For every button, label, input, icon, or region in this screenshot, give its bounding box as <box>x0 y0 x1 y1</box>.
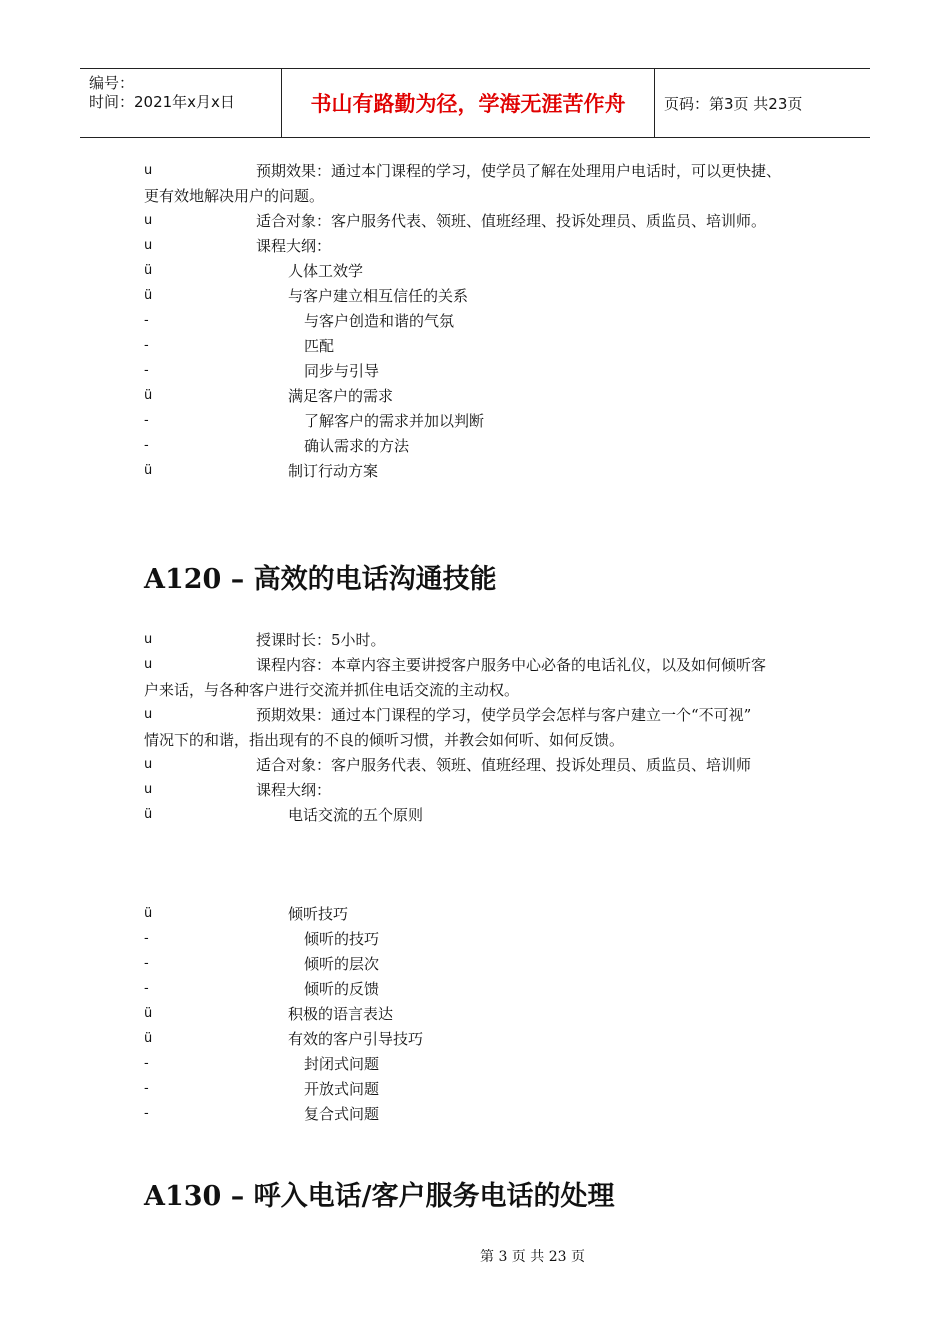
bullet: - <box>144 931 149 946</box>
bullet: u <box>144 632 153 647</box>
expected-effect-line: 预期效果：通过本门课程的学习，使学员了解在处理用户电话时，可以更快捷、 <box>256 162 782 180</box>
outline-subitem: 了解客户的需求并加以判断 <box>304 412 485 430</box>
outline-subitem: 同步与引导 <box>304 362 380 380</box>
bullet: ü <box>144 288 153 303</box>
bullet: u <box>144 707 153 722</box>
expected-effect-line: 预期效果：通过本门课程的学习，使学员学会怎样与客户建立一个“不可视” <box>256 706 752 724</box>
bullet: ü <box>144 263 153 278</box>
section-heading-a130: A130 – 呼入电话/客户服务电话的处理 <box>144 1181 615 1212</box>
bullet: - <box>144 413 149 428</box>
outline-subitem: 与客户创造和谐的气氛 <box>304 312 455 330</box>
bullet: - <box>144 363 149 378</box>
footer-page-number: 第 3 页 共 23 页 <box>480 1249 585 1265</box>
outline-subitem: 倾听的技巧 <box>304 930 380 948</box>
bullet: u <box>144 163 153 178</box>
outline-subitem: 倾听的反馈 <box>304 980 380 998</box>
outline-item: 电话交流的五个原则 <box>288 806 424 824</box>
outline-subitem: 封闭式问题 <box>304 1055 380 1073</box>
outline-item: 满足客户的需求 <box>288 387 394 405</box>
expected-effect-line-cont: 情况下的和谐，指出现有的不良的倾听习惯，并教会如何听、如何反馈。 <box>144 731 625 749</box>
bullet: - <box>144 338 149 353</box>
page-header <box>80 68 870 138</box>
bullet: ü <box>144 388 153 403</box>
outline-item: 与客户建立相互信任的关系 <box>288 287 469 305</box>
bullet: - <box>144 438 149 453</box>
outline-label: 课程大纲： <box>256 237 332 255</box>
duration-line: 授课时长：5小时。 <box>256 631 386 649</box>
bullet: - <box>144 956 149 971</box>
bullet: - <box>144 1081 149 1096</box>
page-footer <box>0 1246 950 1266</box>
bullet: ü <box>144 1006 153 1021</box>
code-label: 编号： <box>89 74 135 92</box>
audience-line: 适合对象：客户服务代表、领班、值班经理、投诉处理员、质监员、培训师。 <box>256 212 767 230</box>
page-label: 页码：第3页 共23页 <box>664 94 803 113</box>
bullet: u <box>144 657 153 672</box>
outline-subitem: 倾听的层次 <box>304 955 380 973</box>
audience-line: 适合对象：客户服务代表、领班、值班经理、投诉处理员、质监员、培训师 <box>256 756 752 774</box>
header-motto: 书山有路勤为径，学海无涯苦作舟 <box>281 69 655 137</box>
bullet: - <box>144 1056 149 1071</box>
content-line: 课程内容：本章内容主要讲授客户服务中心必备的电话礼仪，以及如何倾听客 <box>256 656 767 674</box>
bullet: - <box>144 1106 149 1121</box>
outline-item: 有效的客户引导技巧 <box>288 1030 424 1048</box>
bullet: - <box>144 981 149 996</box>
outline-subitem: 确认需求的方法 <box>304 437 410 455</box>
bullet: ü <box>144 807 153 822</box>
bullet: u <box>144 213 153 228</box>
outline-item: 人体工效学 <box>288 262 364 280</box>
outline-subitem: 开放式问题 <box>304 1080 380 1098</box>
time-label: 时间：2021年x月x日 <box>89 93 235 111</box>
bullet: ü <box>144 463 153 478</box>
bullet: - <box>144 313 149 328</box>
outline-label: 课程大纲： <box>256 781 332 799</box>
bullet: ü <box>144 1031 153 1046</box>
bullet: ü <box>144 906 153 921</box>
bullet: u <box>144 757 153 772</box>
outline-item: 倾听技巧 <box>288 905 349 923</box>
outline-item: 制订行动方案 <box>288 462 379 480</box>
outline-subitem: 复合式问题 <box>304 1105 380 1123</box>
outline-subitem: 匹配 <box>304 337 335 355</box>
content-line-cont: 户来话，与各种客户进行交流并抓住电话交流的主动权。 <box>144 681 520 699</box>
bullet: u <box>144 238 153 253</box>
header-page <box>654 69 870 137</box>
outline-item: 积极的语言表达 <box>288 1005 394 1023</box>
bullet: u <box>144 782 153 797</box>
expected-effect-line-cont: 更有效地解决用户的问题。 <box>144 187 325 205</box>
section-heading-a120: A120 – 高效的电话沟通技能 <box>144 564 497 595</box>
header-meta <box>80 69 280 137</box>
